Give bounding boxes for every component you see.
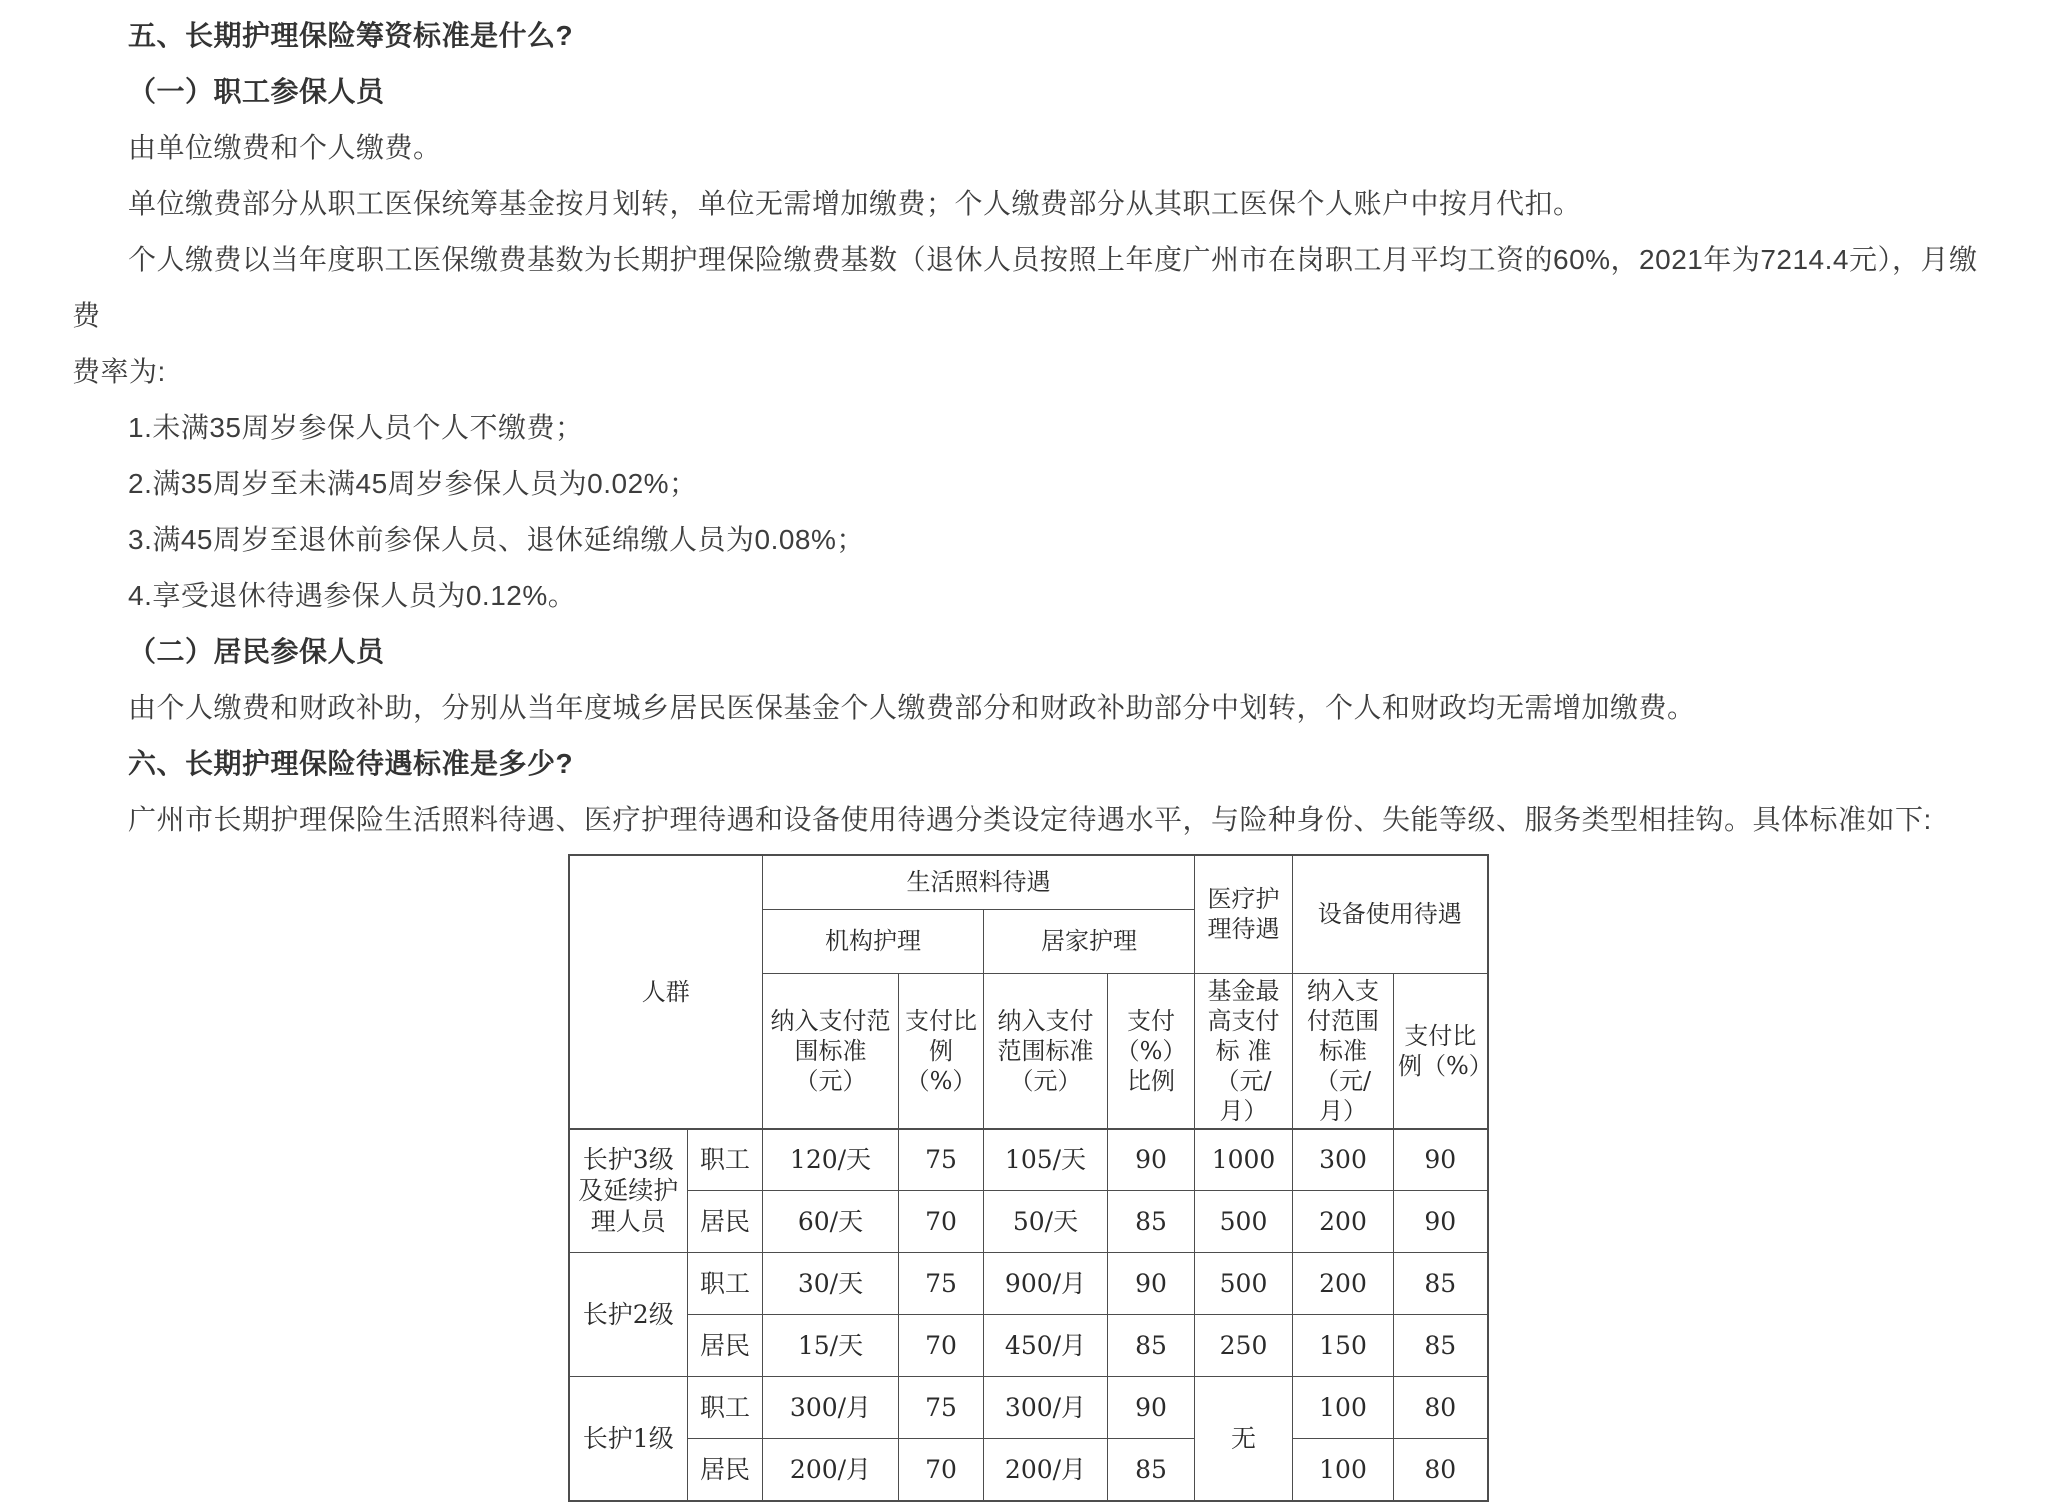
paragraph-personal-payment bbox=[72, 232, 1984, 400]
table-cell: 75 bbox=[899, 1377, 984, 1439]
table-type-cell: 居民 bbox=[688, 1191, 763, 1253]
table-cell: 120/天 bbox=[763, 1129, 899, 1191]
table-cell: 70 bbox=[899, 1315, 984, 1377]
table-cell: 90 bbox=[1394, 1191, 1488, 1253]
table-row bbox=[569, 1439, 1488, 1501]
table-cell: 300/月 bbox=[763, 1377, 899, 1439]
table-header-home: 居家护理 bbox=[984, 909, 1195, 973]
section-heading-5: 五、长期护理保险筹资标准是什么? bbox=[128, 20, 574, 51]
table-cell: 75 bbox=[899, 1129, 984, 1191]
table-cell: 90 bbox=[1108, 1129, 1195, 1191]
table-header-life-care: 生活照料待遇 bbox=[763, 855, 1195, 909]
table-cell: 450/月 bbox=[984, 1315, 1108, 1377]
table-row bbox=[569, 1129, 1488, 1191]
table-subheader-cell: 纳入支付范围标准（元） bbox=[984, 973, 1108, 1129]
table-group-cell: 长护2级 bbox=[569, 1253, 688, 1377]
benefits-table bbox=[568, 854, 1493, 1502]
table-subheader-cell: 基金最高支付标 准（元/月） bbox=[1195, 973, 1293, 1129]
paragraph-unit-payment: 单位缴费部分从职工医保统筹基金按月划转，单位无需增加缴费；个人缴费部分从其职工医保个人账户中按月代扣。 bbox=[128, 188, 1582, 219]
list-item-3: 3.满45周岁至退休前参保人员、退休延绵缴人员为0.08%； bbox=[128, 524, 865, 555]
table-type-cell: 居民 bbox=[688, 1315, 763, 1377]
table-none-cell: 无 bbox=[1195, 1377, 1293, 1501]
table-group-cell: 长护3级及延续护理人员 bbox=[569, 1129, 688, 1253]
table-cell: 1000 bbox=[1195, 1129, 1293, 1191]
subsection-heading-employee: （一）职工参保人员 bbox=[128, 76, 385, 107]
table-cell: 30/天 bbox=[763, 1253, 899, 1315]
paragraph-personal-payment-line1: 个人缴费以当年度职工医保缴费基数为长期护理保险缴费基数（退休人员按照上年度广州市在岗职工月平均工资的60%，2021年为7214.4元），月缴费 bbox=[72, 244, 1978, 331]
table-cell: 250 bbox=[1195, 1315, 1293, 1377]
table-cell: 70 bbox=[899, 1191, 984, 1253]
table-cell: 80 bbox=[1394, 1439, 1488, 1501]
table-type-cell: 职工 bbox=[688, 1129, 763, 1191]
table-cell: 500 bbox=[1195, 1253, 1293, 1315]
table-cell: 300/月 bbox=[984, 1377, 1108, 1439]
table-cell: 900/月 bbox=[984, 1253, 1108, 1315]
table-cell: 85 bbox=[1108, 1439, 1195, 1501]
table-type-cell: 居民 bbox=[688, 1439, 763, 1501]
paragraph-personal-payment-line2: 费率为: bbox=[72, 356, 166, 387]
list-item-1: 1.未满35周岁参保人员个人不缴费； bbox=[128, 412, 584, 443]
subsection-heading-resident: （二）居民参保人员 bbox=[128, 636, 385, 667]
table-cell: 85 bbox=[1394, 1315, 1488, 1377]
paragraph-funding-source: 由单位缴费和个人缴费。 bbox=[128, 132, 442, 163]
table-row bbox=[569, 1377, 1488, 1439]
table-header-institutional: 机构护理 bbox=[763, 909, 984, 973]
table-cell: 50/天 bbox=[984, 1191, 1108, 1253]
table-row bbox=[569, 1253, 1488, 1315]
table-cell: 200 bbox=[1293, 1253, 1394, 1315]
table-cell: 150 bbox=[1293, 1315, 1394, 1377]
table-cell: 105/天 bbox=[984, 1129, 1108, 1191]
table-cell: 15/天 bbox=[763, 1315, 899, 1377]
table-type-cell: 职工 bbox=[688, 1253, 763, 1315]
section-heading-6: 六、长期护理保险待遇标准是多少? bbox=[128, 748, 574, 779]
table-cell: 90 bbox=[1108, 1377, 1195, 1439]
table-cell: 100 bbox=[1293, 1377, 1394, 1439]
table-type-cell: 职工 bbox=[688, 1377, 763, 1439]
table-cell: 100 bbox=[1293, 1439, 1394, 1501]
table-subheader-cell: 支付比例（%） bbox=[1394, 973, 1488, 1129]
table-cell: 90 bbox=[1108, 1253, 1195, 1315]
table-cell: 300 bbox=[1293, 1129, 1394, 1191]
paragraph-resident-funding: 由个人缴费和财政补助，分别从当年度城乡居民医保基金个人缴费部分和财政补助部分中划转，个人和财政均无需增加缴费。 bbox=[128, 692, 1696, 723]
list-item-2: 2.满35周岁至未满45周岁参保人员为0.02%； bbox=[128, 468, 698, 499]
table-header-medical-care: 医疗护理待遇 bbox=[1195, 855, 1293, 973]
table-subheader-cell: 纳入支付范围标准（元） bbox=[763, 973, 899, 1129]
table-cell: 80 bbox=[1394, 1377, 1488, 1439]
table-cell: 200/月 bbox=[984, 1439, 1108, 1501]
table-cell: 85 bbox=[1108, 1191, 1195, 1253]
table-cell: 60/天 bbox=[763, 1191, 899, 1253]
table-header-equipment: 设备使用待遇 bbox=[1293, 855, 1488, 973]
table-cell: 85 bbox=[1394, 1253, 1488, 1315]
table-header-row-1 bbox=[569, 855, 1488, 909]
list-item-4: 4.享受退休待遇参保人员为0.12%。 bbox=[128, 580, 577, 611]
table-cell: 500 bbox=[1195, 1191, 1293, 1253]
table-subheader-cell: 纳入支付范围标准（元/月） bbox=[1293, 973, 1394, 1129]
table-cell: 70 bbox=[899, 1439, 984, 1501]
table-row bbox=[569, 1315, 1488, 1377]
paragraph-benefit-intro: 广州市长期护理保险生活照料待遇、医疗护理待遇和设备使用待遇分类设定待遇水平，与险种身份、失能等级、服务类型相挂钩。具体标准如下: bbox=[128, 804, 1932, 835]
table-subheader-cell: 支付比例（%） bbox=[899, 973, 984, 1129]
table-subheader-cell: 支付（%）比例 bbox=[1108, 973, 1195, 1129]
table-cell: 85 bbox=[1108, 1315, 1195, 1377]
table-group-cell: 长护1级 bbox=[569, 1377, 688, 1501]
table-row bbox=[569, 1191, 1488, 1253]
table-cell: 200/月 bbox=[763, 1439, 899, 1501]
table-cell: 200 bbox=[1293, 1191, 1394, 1253]
table-cell: 90 bbox=[1394, 1129, 1488, 1191]
table-cell: 75 bbox=[899, 1253, 984, 1315]
table-header-population: 人群 bbox=[569, 855, 763, 1129]
